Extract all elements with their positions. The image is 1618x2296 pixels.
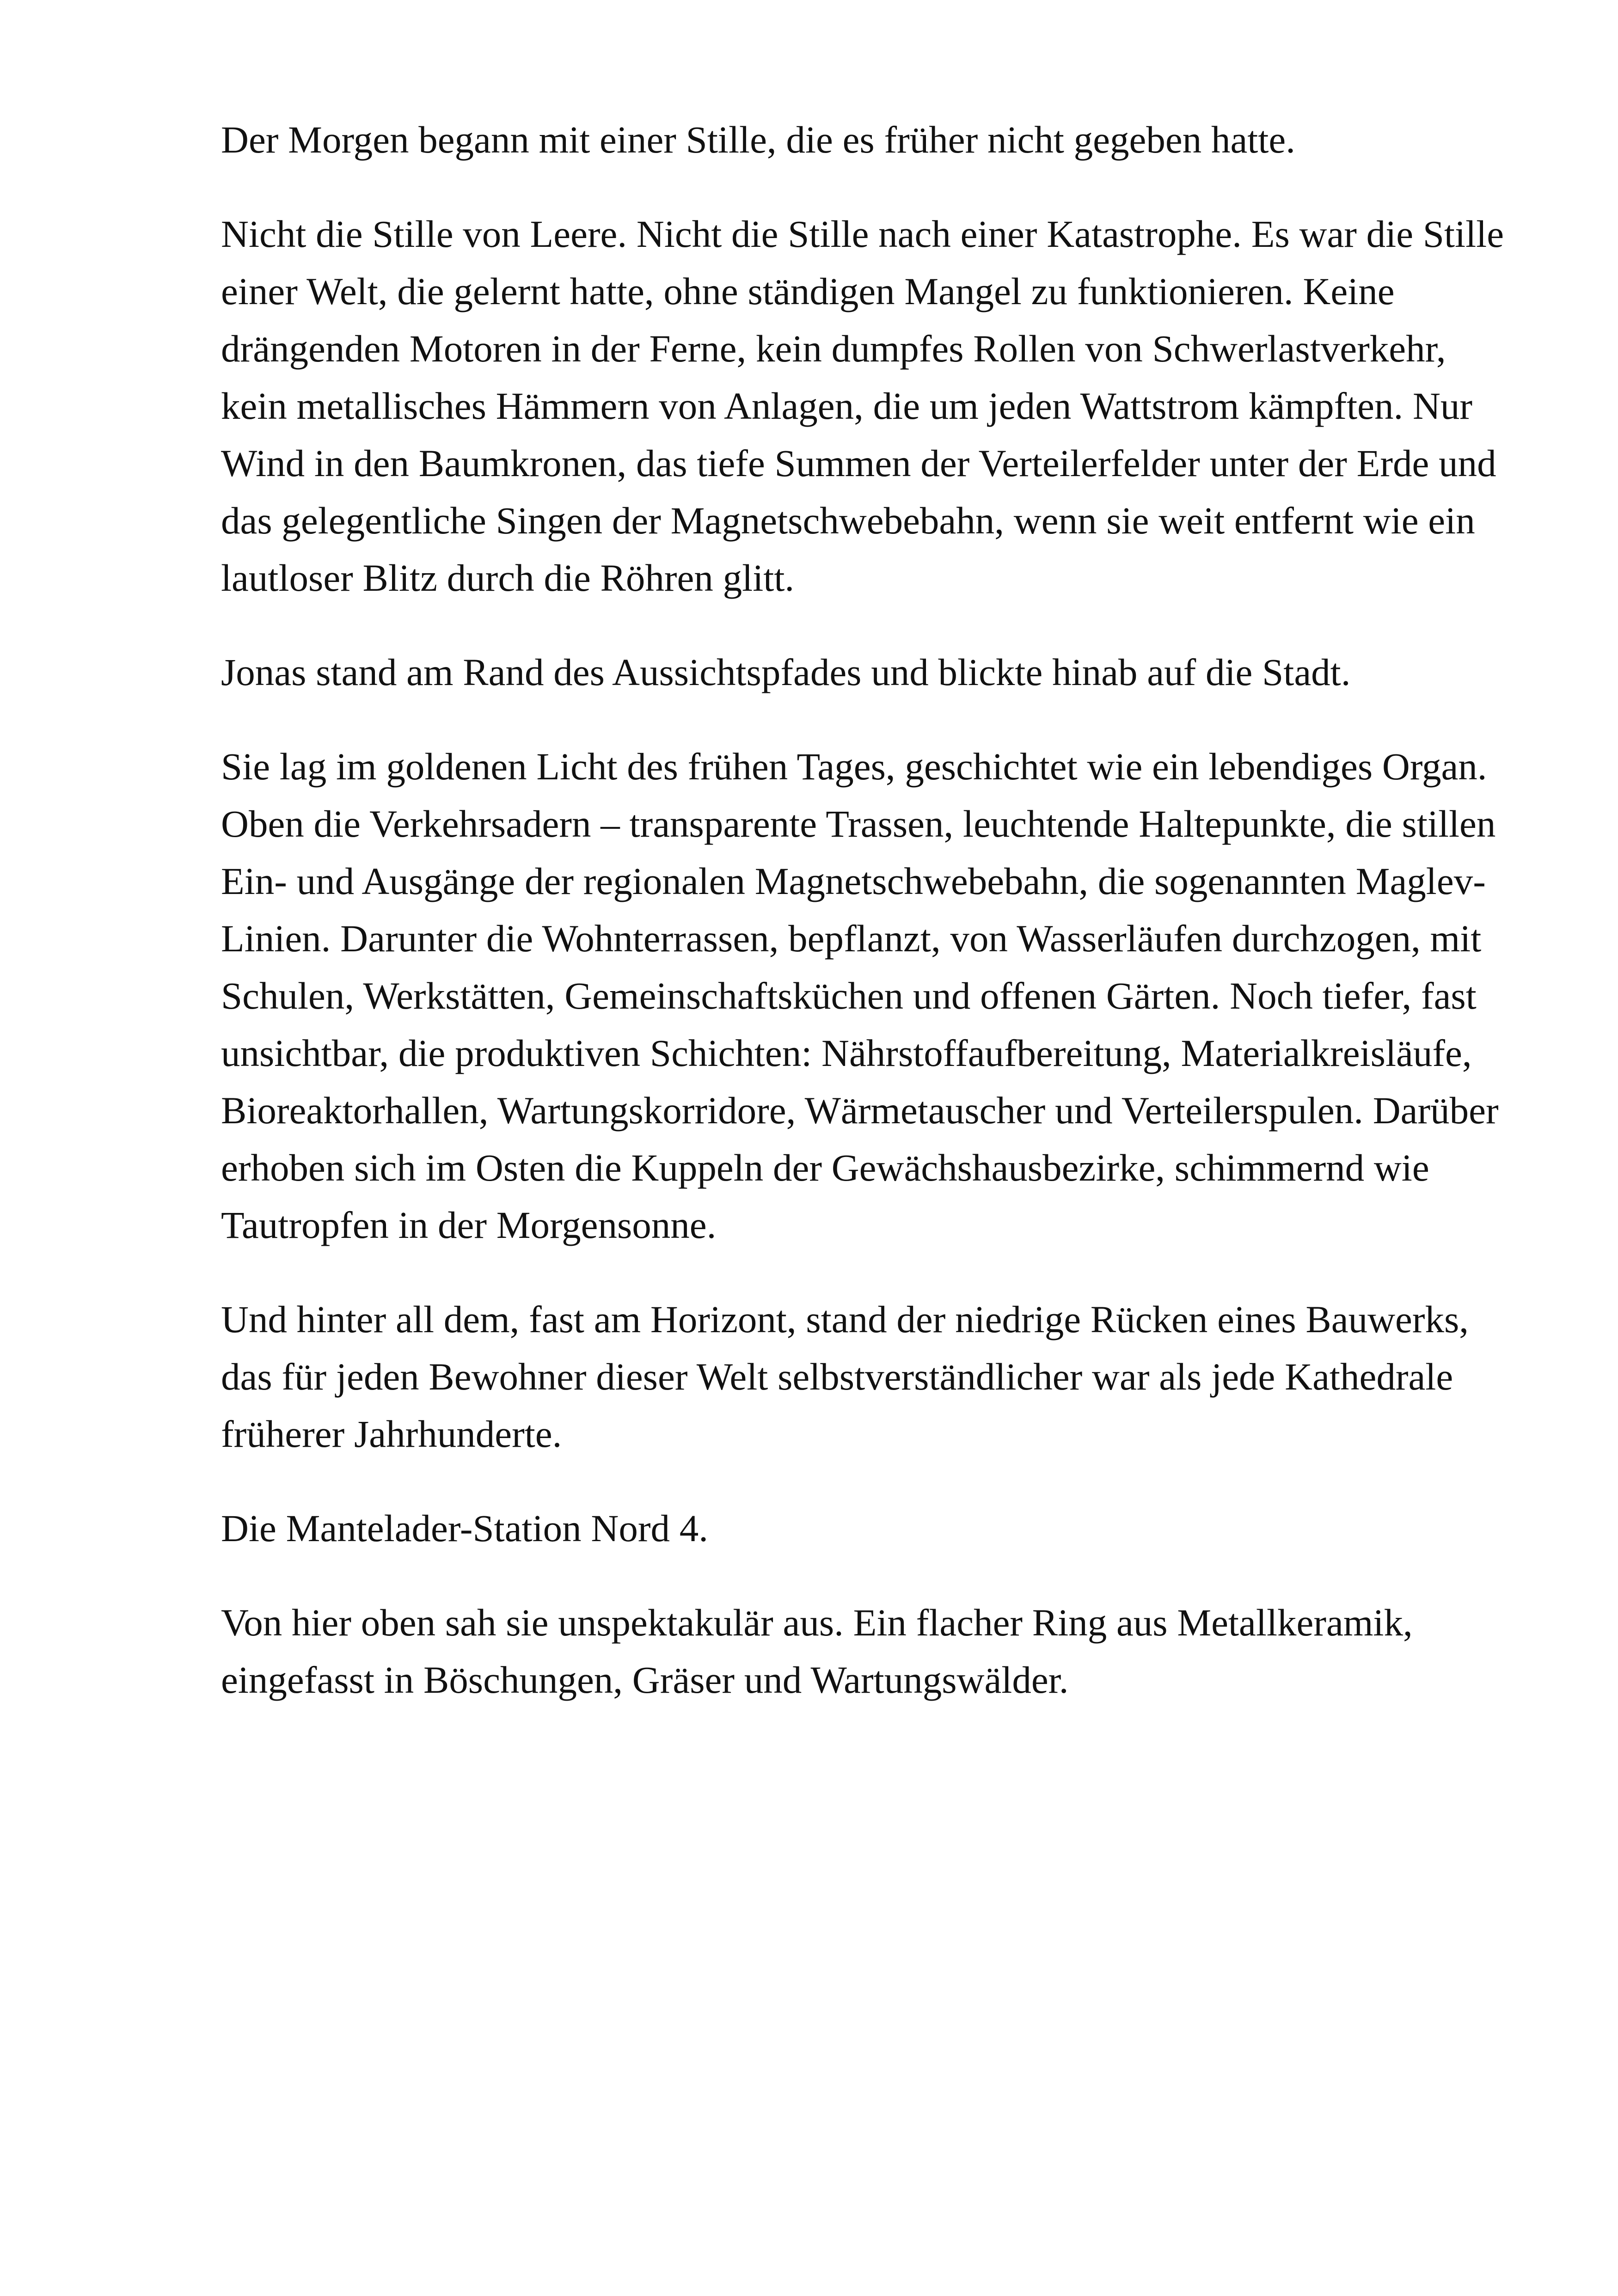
paragraph-7: Von hier oben sah sie unspektakulär aus. Ein flacher Ring aus Metallkeramik, eingefasst in Böschungen, Gräser und Wartungswälder.: [221, 1601, 1413, 1701]
paragraph-3: Jonas stand am Rand des Aussichtspfades und blickte hinab auf die Stadt.: [221, 651, 1351, 693]
paragraph-5: Und hinter all dem, fast am Horizont, stand der niedrige Rücken eines Bauwerks, das für jeden Bewohner dieser Welt selbstverständlicher war als jede Kathedrale früherer Jahrhunderte.: [221, 1298, 1469, 1455]
paragraph-6: Die Mantelader-Station Nord 4.: [221, 1507, 708, 1549]
paragraph-2: Nicht die Stille von Leere. Nicht die Stille nach einer Katastrophe. Es war die Stille einer Welt, die gelernt hatte, ohne ständigen Mangel zu funktionieren. Keine drängenden Motoren in der Ferne, kein dumpfes Rollen von Schwerlastverkehr, kein metallisches Hämmern von Anlagen, die um jeden Wattstrom kämpften. Nur Wind in den Baumkronen, das tiefe Summen der Verteilerfelder unter der Erde und das gelegentliche Singen der Magnetschwebebahn, wenn sie weit entfernt wie ein lautloser Blitz durch die Röhren glitt.: [221, 213, 1504, 599]
document-body: [221, 111, 1511, 1745]
paragraph-1: Der Morgen begann mit einer Stille, die es früher nicht gegeben hatte.: [221, 118, 1295, 161]
paragraph-4: Sie lag im goldenen Licht des frühen Tages, geschichtet wie ein lebendiges Organ. Oben die Verkehrsadern – transparente Trassen, leuchtende Haltepunkte, die stillen Ein- und Ausgänge der regionalen Magnetschwebebahn, die sogenannten Maglev-Linien. Darunter die Wohnterrassen, bepflanzt, von Wasserläufen durchzogen, mit Schulen, Werkstätten, Gemeinschaftsküchen und offenen Gärten. Noch tiefer, fast unsichtbar, die produktiven Schichten: Nährstoffaufbereitung, Materialkreisläufe, Bioreaktorhallen, Wartungskorridore, Wärmetauscher und Verteilerspulen. Darüber erhoben sich im Osten die Kuppeln der Gewächshausbezirke, schimmernd wie Tautropfen in der Morgensonne.: [221, 745, 1499, 1246]
